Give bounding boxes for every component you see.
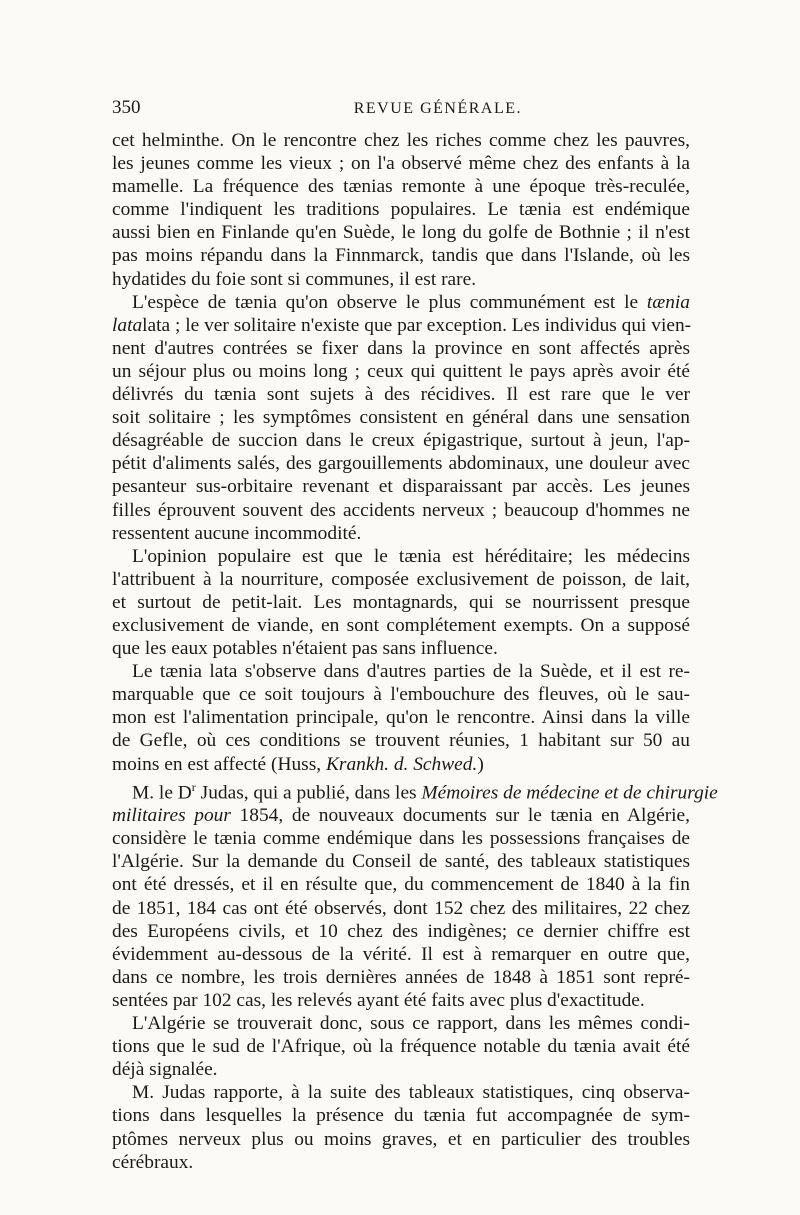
paragraph xyxy=(112,291,690,545)
text-line: filles éprouvent souvent des accidents nerveux ; beaucoup d'hommes ne xyxy=(112,499,690,521)
text-line: les jeunes comme les vieux ; on l'a observé même chez des enfants à la xyxy=(112,153,690,175)
text-line: que les eaux potables n'étaient pas sans influence. xyxy=(112,638,498,660)
text-line: pas moins répandu dans la Finnmarck, tandis que dans l'Islande, où les xyxy=(112,245,690,267)
running-head xyxy=(112,96,692,121)
text-line: marquable que ce soit toujours à l'embouchure des fleuves, où le sau- xyxy=(112,684,690,706)
text-line: tions que le sud de l'Afrique, où la fréquence notable du tænia avait été xyxy=(112,1036,690,1058)
text-line: cérébraux. xyxy=(112,1151,194,1173)
text-line: un séjour plus ou moins long ; ceux qui quittent le pays après avoir été xyxy=(112,360,690,382)
text-line: et surtout de petit-lait. Les montagnards, qui se nourrissent presque xyxy=(112,591,690,613)
paragraph xyxy=(112,129,690,291)
text-line: L'Algérie se trouverait donc, sous ce rapport, dans les mêmes condi- xyxy=(132,1013,690,1035)
text-span: lata ; le ver solitaire n'existe que par exception. Les individus qui vien- xyxy=(142,314,692,336)
text-line: soit solitaire ; les symptômes consistent en général dans une sensation xyxy=(112,407,690,429)
text-line: hydatides du foie sont si communes, il est rare. xyxy=(112,268,477,290)
paragraph xyxy=(112,1012,690,1081)
text-line xyxy=(112,314,690,337)
body-text xyxy=(112,129,718,1174)
text-span: Judas, qui a publié, dans les xyxy=(195,782,422,804)
paragraph xyxy=(112,1081,690,1173)
text-line xyxy=(112,753,690,776)
text-span: 1854, de nouveaux documents sur le tænia en Algérie, xyxy=(230,805,690,827)
text-line: considère le tænia comme endémique dans les possessions françaises de xyxy=(112,828,690,850)
text-line: cet helminthe. On le rencontre chez les riches comme chez les pauvres, xyxy=(112,130,690,151)
text-line: mon est l'alimentation principale, qu'on le rencontre. Ainsi dans la ville xyxy=(112,707,690,729)
paragraph xyxy=(112,776,718,1012)
text-line: l'attribuent à la nourriture, composée exclusivement de poisson, de lait, xyxy=(112,568,690,590)
text-line: de 1851, 184 cas ont été observés, dont 152 chez des militaires, 22 chez xyxy=(112,897,690,919)
text-line: aussi bien en Finlande qu'en Suède, le long du golfe de Bothnie ; il n'est xyxy=(112,222,690,244)
citation: Krankh. d. Schwed. xyxy=(325,753,478,775)
text-span: moins en est affecté (Huss, xyxy=(112,753,326,775)
paragraph xyxy=(112,660,690,775)
italic-term: lata xyxy=(112,314,143,336)
text-line: ont été dressés, et il en résulte que, du commencement de 1840 à la fin xyxy=(112,874,690,896)
text-line: ressentent aucune incommodité. xyxy=(112,522,362,544)
text-span: L'espèce de tænia qu'on observe le plus communément est le xyxy=(132,291,647,313)
text-line xyxy=(112,804,690,827)
text-line: pétit d'aliments salés, des gargouillements abdominaux, une douleur avec xyxy=(112,453,690,475)
text-line: évidemment au-dessous de la vérité. Il est à remarquer en outre que, xyxy=(112,943,690,965)
text-line: l'Algérie. Sur la demande du Conseil de santé, des tableaux statistiques xyxy=(112,851,690,873)
text-line: délivrés du tænia sont sujets à des récidives. Il est rare que le ver xyxy=(112,384,690,406)
text-line: sentées par 102 cas, les relevés ayant été faits avec plus d'exactitude. xyxy=(112,989,645,1011)
page-number: 350 xyxy=(112,97,141,118)
text-line: nent d'autres contrées se fixer dans la province en sont affectés après xyxy=(112,337,690,359)
text-line: ptômes nerveux plus ou moins graves, et en particulier des troubles xyxy=(112,1128,690,1150)
text-line: exclusivement de viande, en sont complétement exempts. On a supposé xyxy=(112,614,690,636)
text-line: L'opinion populaire est que le tænia est héréditaire; les médecins xyxy=(132,545,690,567)
text-line: M. Judas rapporte, à la suite des tableaux statistiques, cinq observa- xyxy=(132,1082,690,1104)
text-line: des Européens civils, et 10 chez des indigènes; ce dernier chiffre est xyxy=(112,920,690,942)
text-line: Le tænia lata s'observe dans d'autres parties de la Suède, et il est re- xyxy=(132,661,690,683)
text-line xyxy=(112,776,718,805)
text-span: ) xyxy=(477,753,484,775)
text-line: désagréable de succion dans le creux épigastrique, surtout à jeun, l'ap- xyxy=(112,430,690,452)
text-line: comme l'indiquent les traditions populaires. Le tænia est endémique xyxy=(112,199,690,221)
running-title: REVUE GÉNÉRALE. xyxy=(353,100,522,117)
publication-title: militaires pour xyxy=(112,805,231,827)
publication-title: Mémoires de médecine et de chirurgie xyxy=(421,782,718,804)
text-span: M. le D xyxy=(132,782,192,804)
superscript: r xyxy=(191,779,196,794)
text-line: mamelle. La fréquence des tænias remonte à une époque très-reculée, xyxy=(112,176,690,198)
text-line: déjà signalée. xyxy=(112,1059,218,1081)
text-line: de Gefle, où ces conditions se trouvent réunies, 1 habitant sur 50 au xyxy=(112,730,690,752)
text-line: pesanteur sus-orbitaire revenant et disparaissant par accès. Les jeunes xyxy=(112,476,690,498)
italic-term: tænia xyxy=(646,291,690,313)
text-line: tions dans lesquelles la présence du tænia fut accompagnée de sym- xyxy=(112,1105,690,1127)
text-line: dans ce nombre, les trois dernières années de 1848 à 1851 sont repré- xyxy=(112,966,690,988)
text-line xyxy=(112,291,690,314)
paragraph xyxy=(112,545,690,660)
